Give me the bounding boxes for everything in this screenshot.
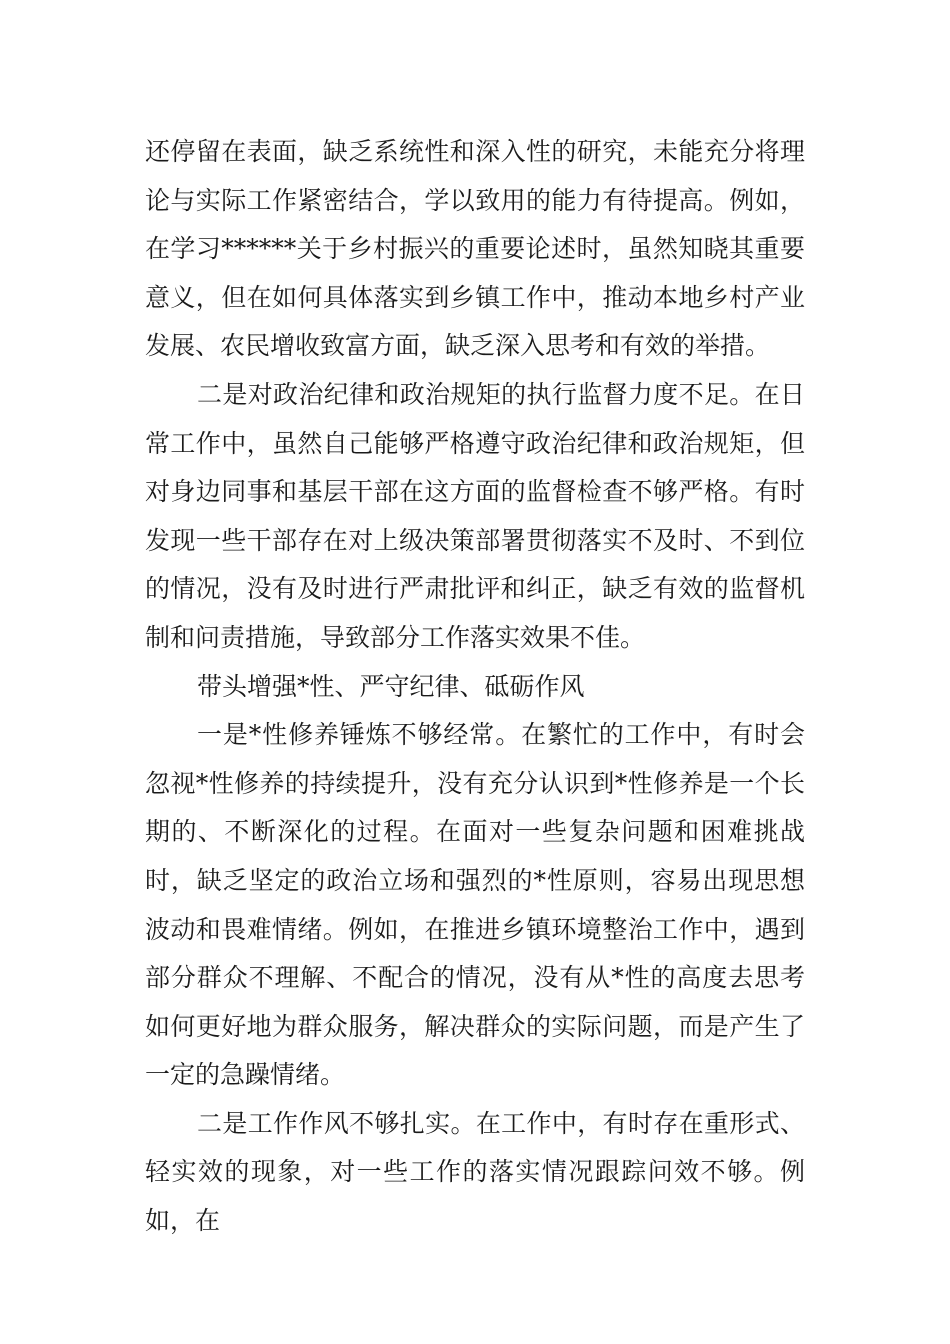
document-body [145, 128, 805, 1246]
section-heading: 带头增强*性、严守纪律、砥砺作风 [197, 671, 585, 701]
paragraph-continuation: 还停留在表面，缺乏系统性和深入性的研究，未能充分将理论与实际工作紧密结合，学以致用的能力有待提高。例如，在学习******关于乡村振兴的重要论述时，虽然知晓其重要意义，但在如何具体落实到乡镇工作中，推动本地乡村产业发展、农民增收致富方面，缺乏深入思考和有效的举措。 [145, 137, 805, 361]
paragraph-political-discipline: 二是对政治纪律和政治规矩的执行监督力度不足。在日常工作中，虽然自己能够严格遵守政治纪律和政治规矩，但对身边同事和基层干部在这方面的监督检查不够严格。有时发现一些干部存在对上级决策部署贯彻落实不及时、不到位的情况，没有及时进行严肃批评和纠正，缺乏有效的监督机制和问责措施，导致部分工作落实效果不佳。 [145, 379, 805, 652]
paragraph-work-style: 二是工作作风不够扎实。在工作中，有时存在重形式、轻实效的现象，对一些工作的落实情况跟踪问效不够。例如，在 [145, 1108, 805, 1236]
paragraph-cultivation: 一是*性修养锤炼不够经常。在繁忙的工作中，有时会忽视*性修养的持续提升，没有充分认识到*性修养是一个长期的、不断深化的过程。在面对一些复杂问题和困难挑战时，缺乏坚定的政治立场和强烈的*性原则，容易出现思想波动和畏难情绪。例如，在推进乡镇环境整治工作中，遇到部分群众不理解、不配合的情况，没有从*性的高度去思考如何更好地为群众服务，解决群众的实际问题，而是产生了一定的急躁情绪。 [145, 720, 805, 1090]
